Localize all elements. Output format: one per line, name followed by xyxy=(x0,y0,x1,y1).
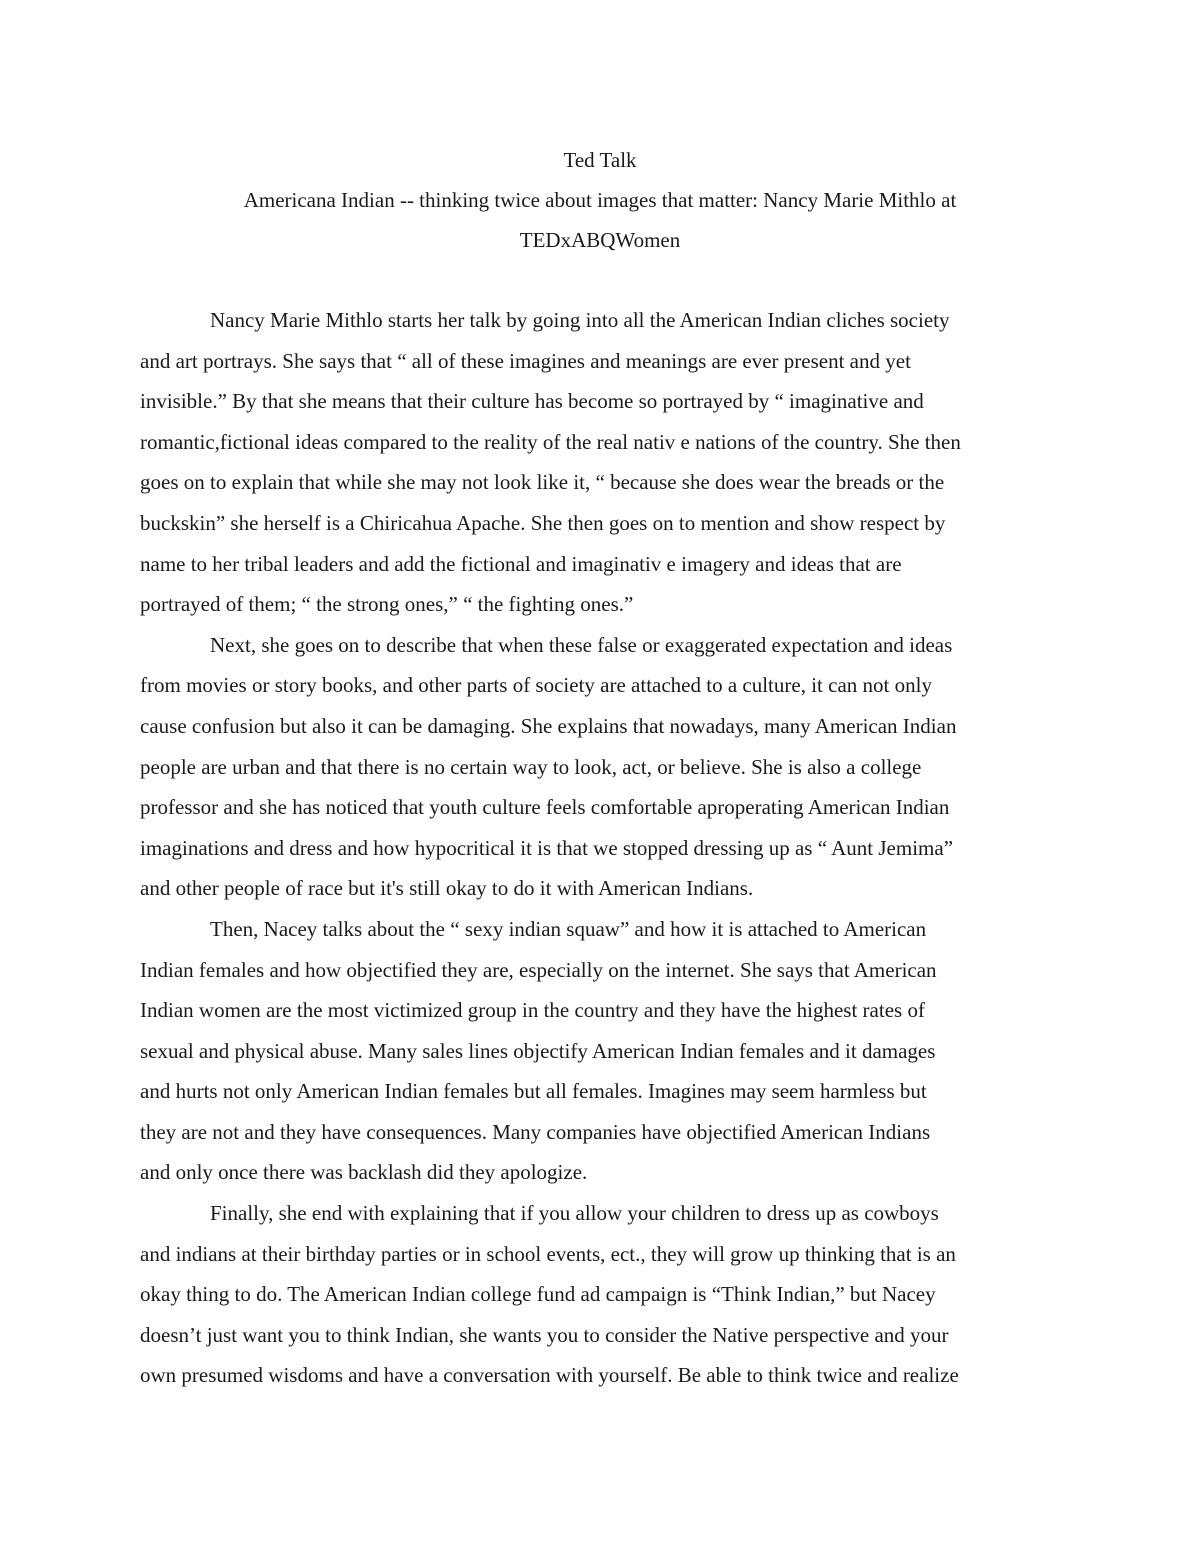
paragraph-line: portrayed of them; “ the strong ones,” “ the fighting ones.” xyxy=(140,592,634,617)
paragraph-line: imaginations and dress and how hypocritical it is that we stopped dressing up as “ Aunt Jemima” xyxy=(140,835,954,860)
paragraph xyxy=(140,625,1080,909)
paragraph-line: cause confusion but also it can be damaging. She explains that nowadays, many American Indian xyxy=(140,713,957,738)
paragraph-line: sexual and physical abuse. Many sales lines objectify American Indian females and it damages xyxy=(140,1038,936,1063)
paragraph-line: doesn’t just want you to think Indian, she wants you to consider the Native perspective and your xyxy=(140,1322,949,1347)
paragraph-line: from movies or story books, and other parts of society are attached to a culture, it can not only xyxy=(140,673,932,698)
paragraph xyxy=(140,909,1080,1193)
paragraph-line: Finally, she end with explaining that if you allow your children to dress up as cowboys xyxy=(210,1201,939,1226)
document-subtitle-line: TEDxABQWomen xyxy=(519,228,681,252)
title-block xyxy=(140,140,1060,260)
paragraph-line: Then, Nacey talks about the “ sexy indian squaw” and how it is attached to American xyxy=(210,916,927,941)
paragraph-line: romantic,fictional ideas compared to the reality of the real nativ e nations of the country. She then xyxy=(140,429,961,454)
paragraph-line: and only once there was backlash did they apologize. xyxy=(140,1160,588,1185)
paragraph-line: Indian females and how objectified they are, especially on the internet. She says that American xyxy=(140,957,937,982)
paragraph-line: they are not and they have consequences. Many companies have objectified American Indians xyxy=(140,1119,931,1144)
paragraph-line: and other people of race but it's still okay to do it with American Indians. xyxy=(140,876,754,901)
paragraph-line: and art portrays. She says that “ all of these imagines and meanings are ever present and yet xyxy=(140,348,911,373)
paragraph-line: own presumed wisdoms and have a conversation with yourself. Be able to think twice and realize xyxy=(140,1363,959,1388)
document-subtitle-line: Americana Indian -- thinking twice about images that matter: Nancy Marie Mithlo at xyxy=(243,188,957,212)
paragraph-line: and indians at their birthday parties or in school events, ect., they will grow up thinking that is an xyxy=(140,1241,956,1266)
paragraph-line: professor and she has noticed that youth culture feels comfortable aproperating American Indian xyxy=(140,795,950,820)
paragraph-line: okay thing to do. The American Indian college fund ad campaign is “Think Indian,” but Nacey xyxy=(140,1282,936,1307)
paragraph-line: buckskin” she herself is a Chiricahua Apache. She then goes on to mention and show respect by xyxy=(140,510,946,535)
paragraph xyxy=(140,1193,1080,1396)
document-body xyxy=(140,300,1080,1396)
paragraph-line: and hurts not only American Indian females but all females. Imagines may seem harmless but xyxy=(140,1079,927,1104)
paragraph xyxy=(140,300,1080,625)
document-title: Ted Talk xyxy=(563,148,637,172)
paragraph-line: invisible.” By that she means that their culture has become so portrayed by “ imaginative and xyxy=(140,389,924,414)
paragraph-line: Indian women are the most victimized group in the country and they have the highest rates of xyxy=(140,998,925,1023)
paragraph-line: name to her tribal leaders and add the fictional and imaginativ e imagery and ideas that are xyxy=(140,551,902,576)
paragraph-line: goes on to explain that while she may not look like it, “ because she does wear the breads or the xyxy=(140,470,945,495)
paragraph-line: Next, she goes on to describe that when these false or exaggerated expectation and ideas xyxy=(210,632,953,657)
paragraph-line: Nancy Marie Mithlo starts her talk by going into all the American Indian cliches society xyxy=(210,308,950,332)
paragraph-line: people are urban and that there is no certain way to look, act, or believe. She is also a college xyxy=(140,754,922,779)
